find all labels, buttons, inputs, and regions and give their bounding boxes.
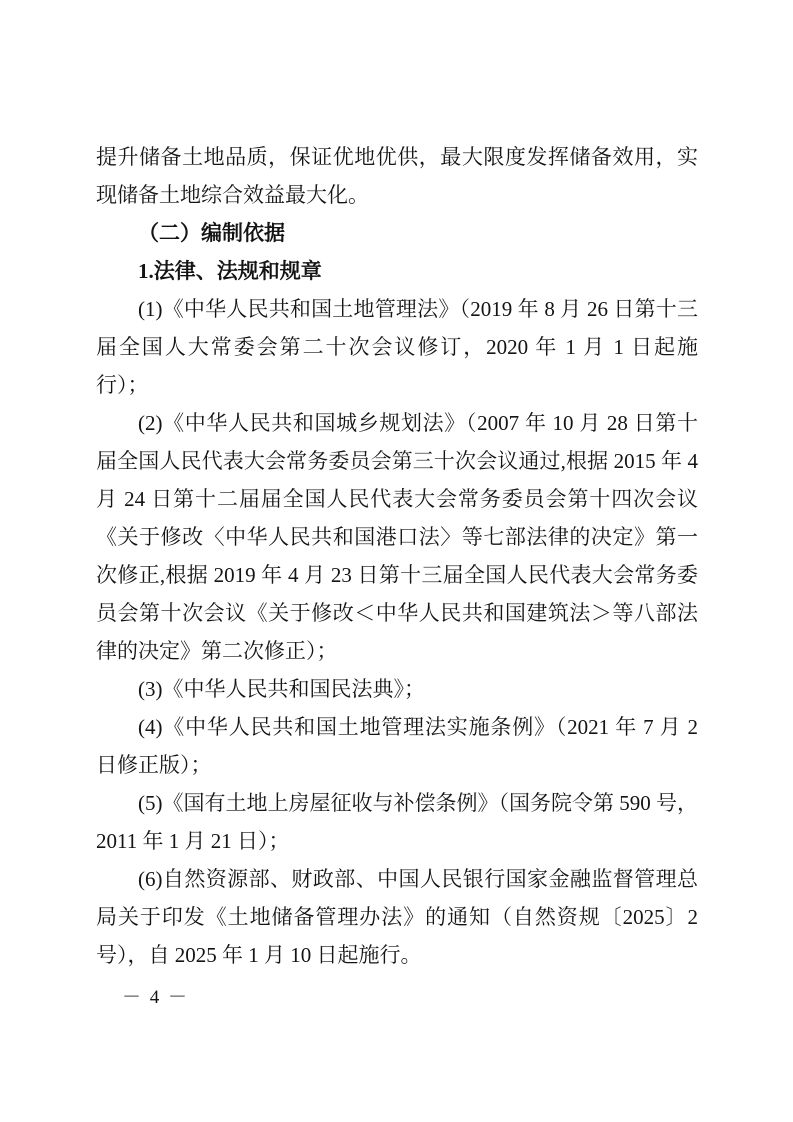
list-item-law-5: (5)《国有土地上房屋征收与补偿条例》（国务院令第 590 号，2011 年 1 月 21 日）； <box>96 791 698 853</box>
page-number: － 4 － <box>122 987 190 1008</box>
list-item-law-1: (1)《中华人民共和国土地管理法》（2019 年 8 月 26 日第十三届全国人大常委会第二十次会议修订，2020 年 1 月 1 日起施行）； <box>96 297 698 397</box>
subsection-heading-laws: 1.法律、法规和规章 <box>138 259 322 283</box>
list-item-law-3: (3)《中华人民共和国民法典》； <box>138 677 425 701</box>
list-item-law-2: (2)《中华人民共和国城乡规划法》（2007 年 10 月 28 日第十届全国人民代表大会常务委员会第三十次会议通过,根据 2015 年 4 月 24 日第十二届届全国人民代表大会常务委员会第十四次会议《关于修改〈中华人民共和国港口法〉等七部法律的决定》第一次修正,根据 2019 年 4 月 23 日第十三届全国人民代表大会常务委员会第十次会议《关于修改＜中华人民共和国建筑法＞等八部法律的决定》第二次修正）； <box>96 411 698 663</box>
paragraph-continuation: 提升储备土地品质，保证优地优供，最大限度发挥储备效用，实现储备土地综合效益最大化。 <box>96 145 698 207</box>
list-item-law-4: (4)《中华人民共和国土地管理法实施条例》（2021 年 7 月 2 日修正版）； <box>96 715 699 777</box>
list-item-law-6: (6)自然资源部、财政部、中国人民银行国家金融监督管理总局关于印发《土地储备管理办法》的通知（自然资规〔2025〕2 号），自 2025 年 1 月 10 日起施行。 <box>96 867 698 967</box>
document-body <box>96 138 698 974</box>
section-heading-basis: （二）编制依据 <box>138 221 285 245</box>
